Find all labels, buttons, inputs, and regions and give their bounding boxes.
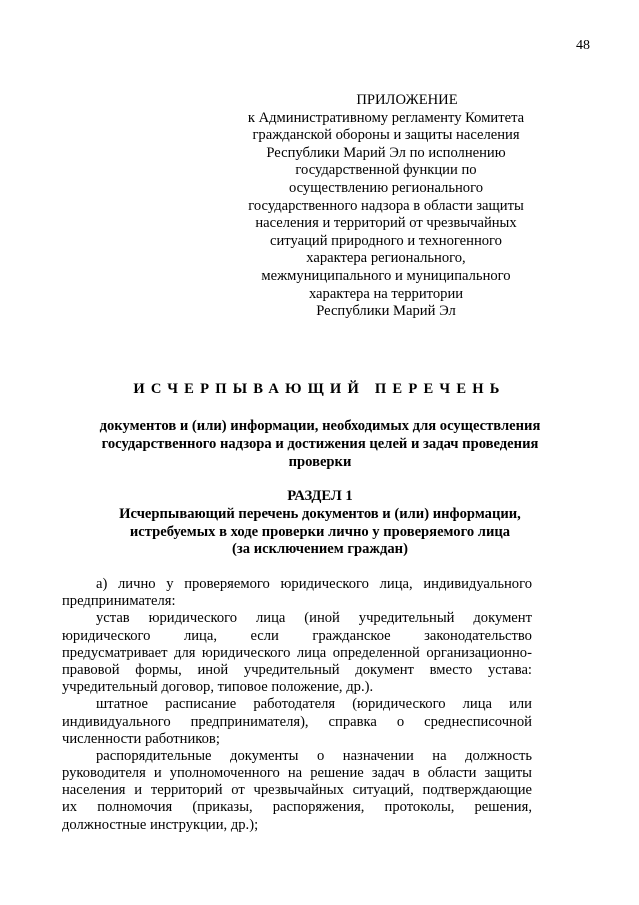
appendix-line: характера на территории bbox=[308, 285, 464, 302]
word: (иной bbox=[304, 610, 340, 627]
appendix-line: осуществлению регионального bbox=[288, 179, 484, 196]
appendix-line: гражданской обороны и защиты населения bbox=[252, 127, 520, 144]
text-line bbox=[62, 645, 532, 662]
word: юридического bbox=[201, 644, 291, 661]
text-line: численности работников; bbox=[62, 730, 220, 747]
word: среднесписочной bbox=[424, 713, 532, 730]
document-body bbox=[62, 576, 532, 834]
text-line bbox=[62, 748, 532, 765]
word: вместо bbox=[429, 661, 473, 678]
word: протоколы, bbox=[384, 799, 455, 816]
word: назначении bbox=[342, 747, 414, 764]
word: проверяемого bbox=[184, 576, 270, 592]
text-line bbox=[62, 782, 532, 799]
word: гражданское bbox=[312, 627, 391, 644]
word: индивидуального bbox=[423, 576, 532, 592]
word: подтверждающие bbox=[422, 782, 532, 799]
page-number: 48 bbox=[576, 38, 590, 53]
word: руководителя bbox=[62, 765, 146, 782]
section-title-line: (за исключением граждан) bbox=[232, 541, 408, 558]
word: распоряжения, bbox=[272, 799, 365, 816]
word: о bbox=[396, 713, 405, 730]
paragraph bbox=[62, 696, 532, 748]
text-line bbox=[62, 714, 532, 731]
section-heading bbox=[60, 488, 580, 559]
word: уполномоченного bbox=[169, 765, 280, 782]
word: предпринимателя), bbox=[190, 713, 309, 730]
word: юридического bbox=[148, 610, 238, 627]
word: или bbox=[509, 696, 532, 713]
word: лично bbox=[118, 576, 156, 592]
word: населения bbox=[62, 782, 126, 799]
word: лица bbox=[296, 644, 327, 661]
word: юридического bbox=[280, 576, 369, 592]
appendix-line: к Административному регламенту Комитета bbox=[247, 109, 525, 126]
appendix-line: межмуниципального и муниципального bbox=[261, 267, 511, 284]
appendix-line: государственного надзора в области защиты bbox=[248, 197, 524, 214]
word: области bbox=[427, 765, 477, 782]
text-line bbox=[62, 576, 532, 593]
word: лица bbox=[462, 696, 492, 713]
word: (юридического bbox=[352, 696, 446, 713]
word: территорий bbox=[150, 782, 223, 799]
paragraph bbox=[62, 610, 532, 696]
word: о bbox=[316, 747, 325, 764]
word: организационно- bbox=[426, 644, 532, 661]
word: лица, bbox=[183, 627, 217, 644]
word: работодателя bbox=[253, 696, 336, 713]
word: от bbox=[231, 782, 245, 799]
word: решение bbox=[310, 765, 364, 782]
word: индивидуального bbox=[62, 713, 171, 730]
word: полномочия bbox=[97, 799, 173, 816]
word: документ bbox=[355, 661, 414, 678]
section-title-line: истребуемых в ходе проверки лично у проверяемого лица bbox=[129, 523, 511, 540]
appendix-line: ПРИЛОЖЕНИЕ bbox=[356, 92, 458, 108]
word: штатное bbox=[96, 696, 149, 713]
appendix-line: ситуаций природного и техногенного bbox=[270, 232, 502, 249]
text-line bbox=[62, 696, 532, 713]
section-label: РАЗДЕЛ 1 bbox=[287, 488, 353, 504]
word: законодательство bbox=[424, 627, 532, 644]
subtitle-line: проверки bbox=[288, 453, 352, 470]
word: их bbox=[62, 799, 78, 816]
text-line: предпринимателя: bbox=[62, 593, 176, 610]
word: а) bbox=[96, 576, 108, 592]
appendix-line: Республики Марий Эл bbox=[316, 303, 456, 320]
word: определенной bbox=[332, 644, 420, 661]
word: решения, bbox=[474, 799, 532, 816]
word: защиты bbox=[484, 765, 532, 782]
word: документы bbox=[230, 747, 299, 764]
word: (приказы, bbox=[192, 799, 253, 816]
word: предусматривает bbox=[62, 644, 168, 661]
word: для bbox=[174, 644, 196, 661]
word: расписание bbox=[165, 696, 237, 713]
subtitle-line: документов и (или) информации, необходимых для осуществления bbox=[99, 418, 541, 434]
word: ситуаций, bbox=[352, 782, 414, 799]
word: устава: bbox=[487, 661, 532, 678]
appendix-line: характера регионального, bbox=[306, 250, 466, 267]
word: и bbox=[134, 782, 143, 799]
paragraph bbox=[62, 576, 532, 610]
word: устав bbox=[96, 610, 130, 627]
appendix-line: населения и территорий от чрезвычайных bbox=[255, 215, 517, 232]
word: чрезвычайных bbox=[253, 782, 344, 799]
word: на bbox=[287, 765, 303, 782]
word: на bbox=[432, 747, 447, 764]
word: должность bbox=[465, 747, 532, 764]
appendix-line: государственной функции по bbox=[295, 162, 477, 179]
text-line: учредительный договор, типовое положение, др.). bbox=[62, 679, 374, 696]
word: юридического bbox=[62, 627, 151, 644]
text-line bbox=[62, 662, 532, 679]
word: если bbox=[250, 627, 279, 644]
appendix-line: Республики Марий Эл по исполнению bbox=[266, 144, 506, 161]
paragraph bbox=[62, 748, 532, 834]
word: распорядительные bbox=[96, 747, 212, 764]
section-title bbox=[60, 506, 580, 559]
text-line bbox=[62, 628, 532, 645]
text-line: должностные инструкции, др.); bbox=[62, 816, 259, 833]
subtitle-line: государственного надзора и достижения целей и задач проведения bbox=[101, 435, 539, 452]
word: лица bbox=[255, 610, 286, 627]
section-title-line: Исчерпывающий перечень документов и (или) информации, bbox=[119, 505, 521, 522]
word: задач bbox=[371, 765, 405, 782]
text-line bbox=[62, 610, 532, 627]
word: и bbox=[153, 765, 162, 782]
text-line bbox=[62, 765, 532, 782]
word: документ bbox=[473, 610, 532, 627]
word: правовой bbox=[62, 661, 120, 678]
document-subtitle bbox=[60, 418, 580, 471]
word: формы, bbox=[135, 661, 182, 678]
word: справка bbox=[328, 713, 377, 730]
appendix-header bbox=[238, 92, 534, 321]
word: учредительный bbox=[358, 610, 455, 627]
word: лица, bbox=[379, 576, 413, 592]
word: учредительный bbox=[243, 661, 340, 678]
word: иной bbox=[197, 661, 229, 678]
document-title: ИСЧЕРПЫВАЮЩИЙ ПЕРЕЧЕНЬ bbox=[133, 381, 506, 397]
word: у bbox=[166, 576, 174, 592]
text-line bbox=[62, 799, 532, 816]
word: в bbox=[412, 765, 420, 782]
